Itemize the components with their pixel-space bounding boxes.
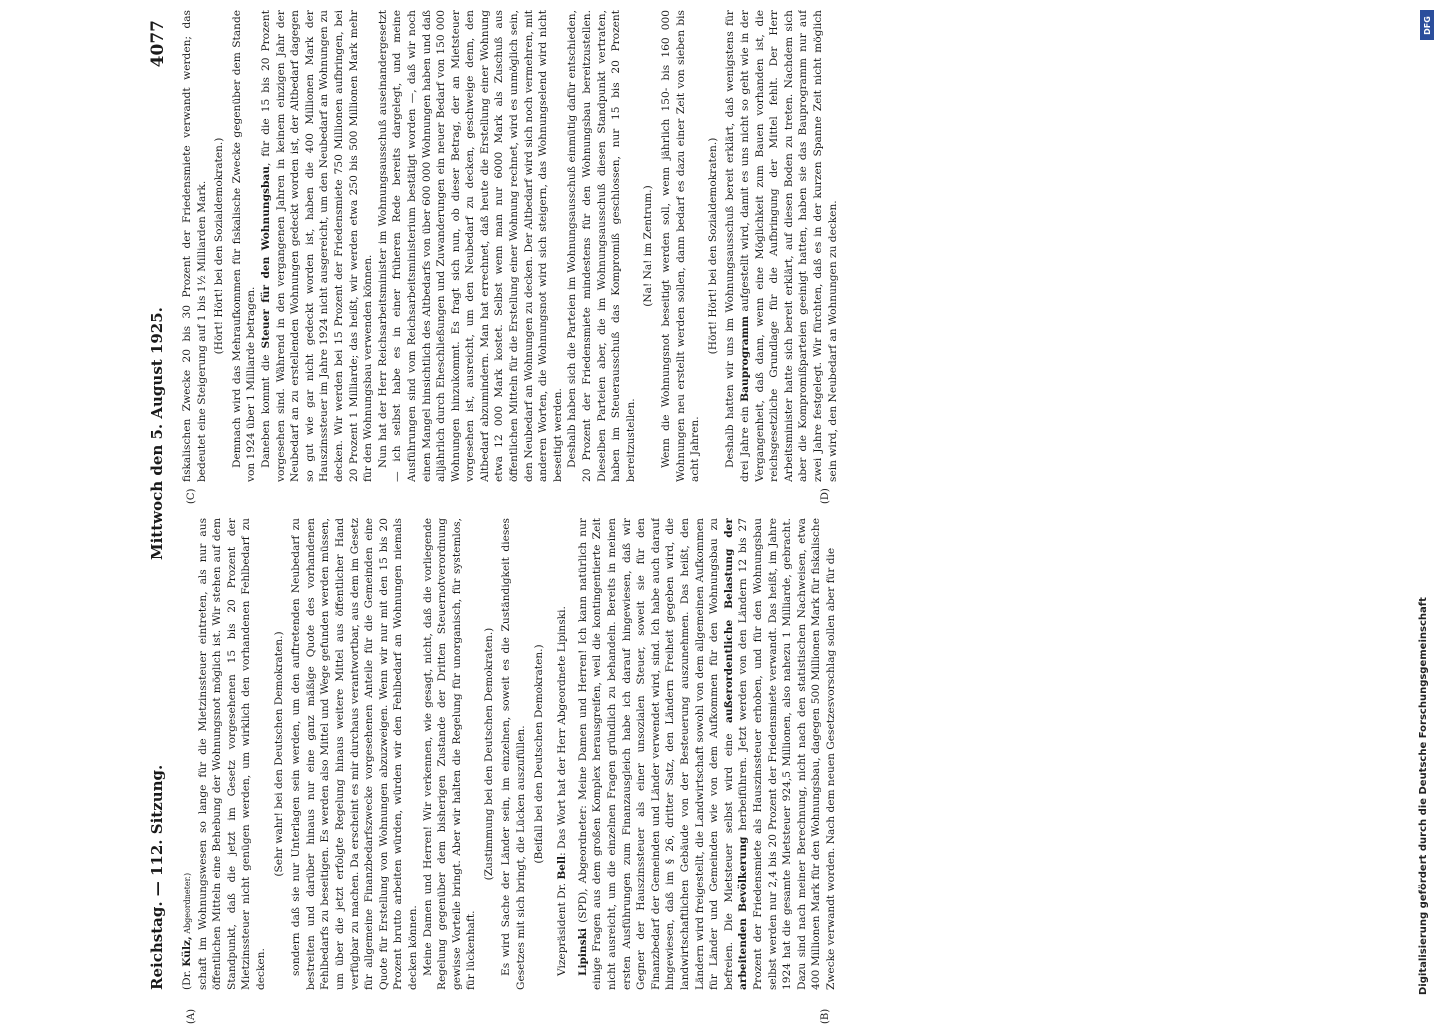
paragraph: Deshalb haben sich die Parteien im Wohnungsausschuß einmütig dafür entschieden, 20 Prozent der Friedensmiete mindestens für den Wohnungsbau bereitzustellen. Dieselben Parteien aber, die im Wohnungsausschuß diesen Standpunkt vertraten, haben im Steuerausschuß das Kompromiß geschlossen, nur 15 bis 20 Prozent bereitzustellen. — [566, 10, 637, 482]
text-span: Daneben kommt die — [259, 348, 272, 468]
paragraph: Wenn die Wohnungsnot beseitigt werden soll, wenn jährlich 150- bis 160 000 Wohnungen neu erstellt werden sollen, dann bedarf es dazu einer Zeit von sieben bis acht Jahren. — [660, 10, 702, 482]
emphasized-text: Bauprogramm — [738, 315, 751, 402]
running-header-session: Reichstag. — 112. Sitzung. — [148, 764, 166, 990]
margin-mark-a: (A) — [186, 1008, 197, 1024]
speaker-lead: (Dr. — [181, 966, 193, 990]
interjection: (Hört! Hört! bei den Sozialdemokraten.) — [213, 137, 226, 355]
emphasized-text: Steuer für den Wohnungsbau — [259, 166, 272, 349]
speaker-role: Abgeordneter.) — [183, 872, 192, 937]
paragraph — [259, 10, 376, 482]
text-span: aufgestellt wird, damit es uns nicht so geht wie in der Vergangenheit, daß dann, wenn eine Möglichkeit zum Bauen vorhanden ist, die reichsgesetzliche Grundlage für die Aufbringung der Mittel fehlt. Der Herr Arbeitsminister hatte sich bereit erklärt, auf diesen Boden zu treten. Nachdem sich aber die Kompromißparteien geeinigt hatten, haben sie das Bauprogramm nur auf zwei Jahre festgelegt. Wir fürchten, daß es in der kurzen Spanne Zeit nicht möglich sein wird, den Neubedarf an Wohnungen zu decken. — [738, 10, 839, 482]
text-span: Deshalb hatten wir uns im Wohnungsausschuß bereit erklärt, daß wenigstens für drei Jahre ein — [724, 10, 751, 482]
paragraph: Es wird Sache der Länder sein, im einzelnen, soweit es die Zuständigkeit dieses Gesetzes mit sich bringt, die Lücken auszufüllen. — [500, 518, 528, 990]
paragraph: sondern daß sie nur Unterlagen sein werden, um den auftretenden Neubedarf zu bestreiten und darüber hinaus nur eine ganz mäßige Quote des vorhandenen Fehlbedarfs zu beseitigen. Es werden also Mittel und Wege gefunden werden müssen, um über die jetzt erfolgte Regelung hinaus weitere Mittel aus öffentlicher Hand verfügbar zu machen. Da erscheint es mir durchaus verantwortbar, aus dem im Gesetz für allgemeine Finanzbedarfszwecke vorgesehenen Anteile für die Gemeinden eine Quote für Erstellung von Wohnungen abzuzweigen. Wenn wir nur mit den 15 bis 20 Prozent brutto arbeiten würden, würden wir den Fehlbedarf an Wohnungen niemals decken können. — [290, 518, 419, 990]
paragraph: fiskalischen Zwecke 20 bis 30 Prozent der Friedensmiete verwandt werden; das bedeutet eine Steigerung auf 1 bis 1½ Milliarden Mark. — [181, 10, 208, 482]
paragraph: Demnach wird das Mehraufkommen für fiskalische Zwecke gegenüber dem Stande von 1924 über 1 Milliarde betragen. — [230, 10, 258, 482]
digitization-credit: Digitalisierung gefördert durch die Deutsche Forschungsgemeinschaft — [1418, 597, 1429, 995]
interjection: (Hört! Hört! bei den Sozialdemokraten.) — [706, 137, 719, 355]
dfg-logo — [1420, 10, 1434, 40]
speaker-name-lipinski: Lipinski — [576, 928, 589, 976]
text-span: , für die 15 bis 20 Prozent vorgesehen sind. Während in den vergangenen Jahren in keinem einzigen Jahr der Neubedarf an zu erstellenden Wohnungen gedeckt worden ist, der Altbedarf dagegen so gut wie gar nicht gedeckt worden ist, haben die 400 Millionen Mark der Hauszinssteuer im Jahre 1924 nicht ausgereicht, um den Neubedarf an Wohnungen zu decken. Wir werden bei 15 Prozent der Friedensmiete 750 Millionen aufbringen, bei 20 Prozent 1 Milliarde; das heißt, wir werden etwa 250 bis 500 Millionen Mark mehr für den Wohnungsbau verwenden können. — [259, 10, 375, 482]
paragraph: schaft im Wohnungswesen so lange für die Mietzinssteuer eintreten, als nur aus öffentlichen Mitteln eine Behebung der Wohnungsnot möglich ist. Wir stehen auf dem Standpunkt, daß die jetzt im Gesetz vorgesehenen 15 bis 20 Prozent der Mietzinssteuer nicht genügen werden, um wirklich den vorhandenen Fehlbedarf zu decken. — [196, 518, 267, 990]
chair-name: Bell — [556, 855, 569, 880]
interjection: (Beifall bei den Deutschen Demokraten.) — [532, 644, 545, 864]
chair-text: : Das Wort hat der Herr Abgeordnete Lipinski. — [556, 606, 569, 856]
paragraph: Meine Damen und Herren! Wir verkennen, wie gesagt, nicht, daß die vorliegende Regelung gegenüber dem bisherigen Zustande der Dritten Steuernotverordnung gewisse Vorteile bringt. Aber wir halten die Regelung für unorganisch, für systemlos, für lückenhaft. — [421, 518, 478, 990]
text-column-left — [180, 518, 1434, 990]
margin-mark-d: (D) — [820, 488, 831, 504]
paragraph: Nun hat der Herr Reichsarbeitsminister im Wohnungsausschuß auseinandergesetzt — ich selbst habe es in einer früheren Rede bereits dargelegt, und meine Ausführungen sind vom Reichsarbeitsministerium bestätigt worden —, daß wir noch einen Mangel hinsichtlich des Altbedarfs von über 600 000 Wohnungen haben und daß alljährlich durch Eheschließungen und Zuwanderungen ein neuer Bedarf von 150 000 Wohnungen hinzukommt. Es fragt sich nun, ob dieser Betrag, der an Mietsteuer vorgesehen ist, ausreicht, um den Neubedarf zu decken, geschweige denn, den Altbedarf abzumindern. Man hat errechnet, daß heute die Erstellung einer Wohnung etwa 12 000 Mark kostet. Selbst wenn man nur 6000 Mark als Zuschuß aus öffentlichen Mitteln für die Erstellung einer Wohnung rechnet, wird es unmöglich sein, den Neubedarf an Wohnungen zu decken. Der Altbedarf wird sich noch vermehren, mit anderen Worten, die Wohnungsnot wird sich steigern, das Wohnungselend wird nicht beseitigt werden. — [376, 10, 564, 482]
margin-mark-b: (B) — [820, 1008, 831, 1024]
rotated-page-content — [140, 10, 1434, 1024]
page-number: 4077 — [148, 20, 168, 68]
text-column-right — [180, 10, 1434, 482]
dfg-logo-text: DFG — [1422, 15, 1432, 35]
emphasized-text: außerordentliche Belastung der arbeitenden Bevölkerung — [722, 518, 750, 990]
chair-title: Vizepräsident Dr. — [556, 879, 569, 976]
running-header-date: Mittwoch den 5. August 1925. — [148, 307, 166, 560]
paragraph — [723, 10, 840, 482]
interjection: (Zustimmung bei den Deutschen Demokraten.) — [482, 627, 495, 881]
speaker-name: Külz, — [181, 936, 193, 967]
margin-mark-c: (C) — [186, 488, 197, 504]
speech-text-cont: herbeiführen. Jetzt werden von den Ländern 12 bis 27 Prozent der Friedensmiete als Hauszinssteuer erhoben, und für den Wohnungsbau selbst werden nur 2,4 bis 20 Prozent der Friedensmiete verwandt. Das heißt, im Jahre 1924 hat die gesamte Mietsteuer 924,5 Millionen, also nahezu 1 Milliarde, gebracht. Dazu sind nach meiner Berechnung, nicht nach den statistischen Nachweisen, etwa 400 Millionen Mark für den Wohnungsbau, dagegen 500 Millionen Mark für fiskalische Zwecke verwandt worden. Nach dem neuen Gesetzesvorschlag sollen aber für die — [737, 518, 837, 990]
interjection: (Sehr wahr! bei den Deutschen Demokraten.) — [272, 631, 285, 877]
speech-text: (SPD), Abgeordneter: Meine Damen und Herren! Ich kann natürlich nur einige Fragen aus dem großen Komplex herausgreifen, weil die kontingentierte Zeit nicht ausreicht, um die einzelnen Fragen gründlich zu behandeln. Bereits in meinen ersten Ausführungen zum Finanzausgleich habe ich darauf hingewiesen, daß wir Gegner der Hauszinssteuer als einer unsozialen Steuer, soweit sie für den Finanzbedarf der Gemeinden und Länder verwendet wird, sind. Ich habe auch darauf hingewiesen, daß im § 26, dritter Satz, den Ländern Freiheit gegeben wird, die landwirtschaftlichen Gebäude von der Besteuerung auszunehmen. Das heißt, den Ländern wird freigestellt, die Landwirtschaft sowohl von dem allgemeinen Aufkommen für Länder und Gemeinden wie von dem Aufkommen für den Wohnungsbau zu befreien. Die Mietsteuer selbst wird eine — [576, 518, 735, 990]
interjection: (Na! Na! im Zentrum.) — [642, 185, 655, 307]
speaker-line — [180, 518, 196, 990]
chair-announcement — [555, 518, 570, 990]
speech-paragraph — [576, 518, 839, 990]
